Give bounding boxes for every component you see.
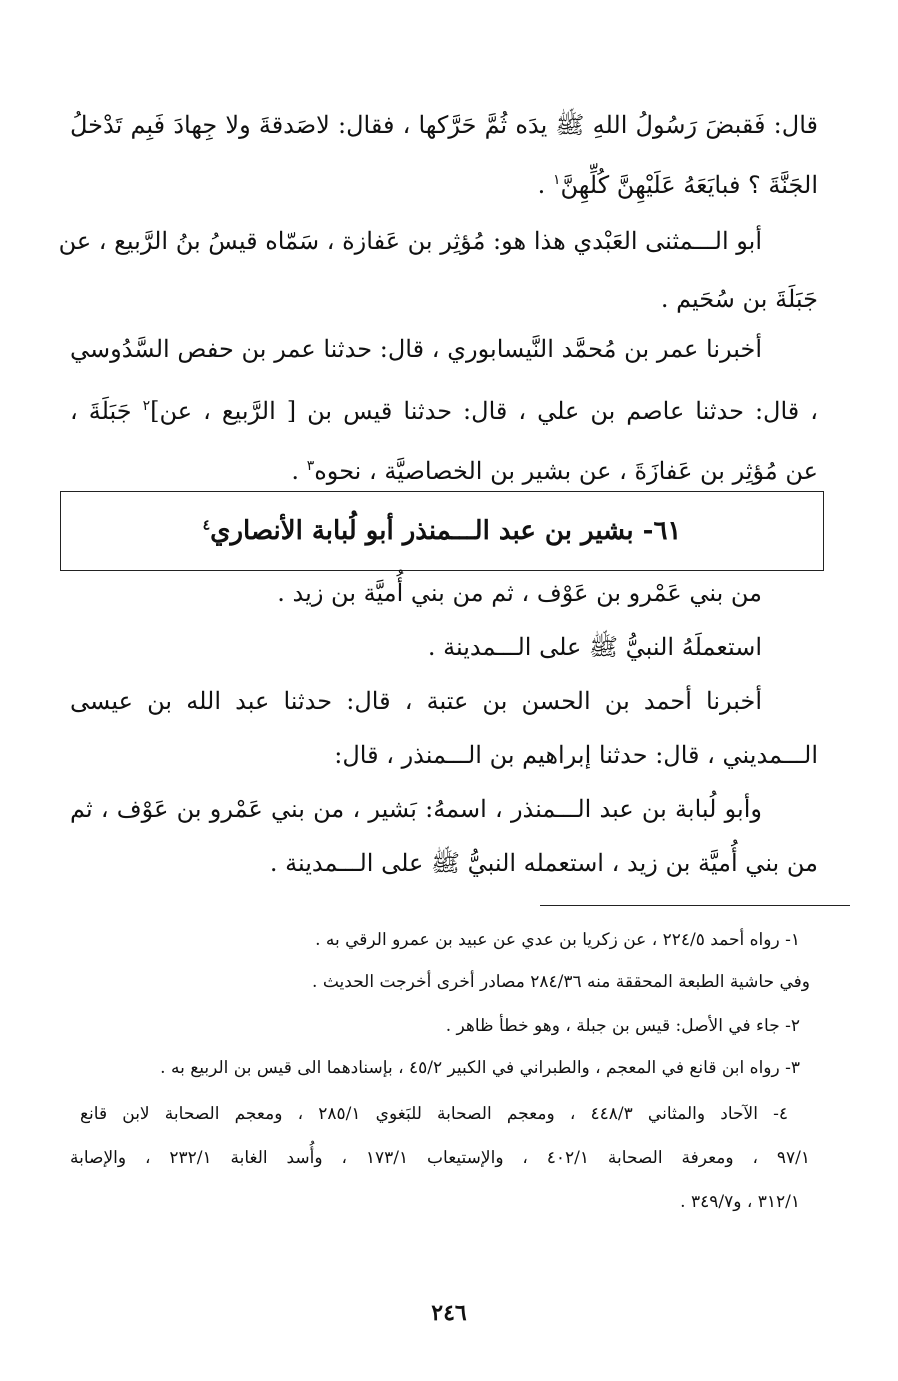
footnote-ref-3: ٣	[306, 458, 315, 474]
footnote-4-line-2: ٩٧/١ ، ومعرفة الصحابة ٤٠٢/١ ، والإستيعاب ١٧٣/١ ، وأُسد الغابة ٢٣٢/١ ، والإصابة	[70, 1148, 810, 1168]
section-title: ٦١- بشير بن عبد الـــمنذر أبو لُبابة الأنصاري$^٤$	[202, 516, 682, 546]
footnote-1: ١- رواه أحمد ٢٢٤/٥ ، عن زكريا بن عدي عن عبيد بن عمرو الرقي به .	[315, 930, 800, 950]
body-line-1: قال: فَقبضَ رَسُولُ اللهِ ﷺ يدَه ثُمَّ حَرَّكها ، فقال: لاصَدقةَ ولا جِهادَ فَبِم تَدْخلُ	[70, 111, 818, 139]
section-line-1: من بني عَمْرو بن عَوْف ، ثم من بني أُميَّة بن زيد .	[277, 579, 762, 607]
footnote-4-line-3: ٣١٢/١ ، و٣٤٩/٧ .	[680, 1192, 800, 1212]
footnote-separator	[540, 905, 850, 906]
footnote-1-continued: وفي حاشية الطبعة المحققة منه ٢٨٤/٣٦ مصادر أخرى أخرجت الحديث .	[312, 972, 810, 992]
body-line-7: عن مُؤثِر بن عَفازَةَ ، عن بشير بن الخصاصيَّة ، نحوه$^٣$ .	[291, 457, 818, 485]
body-line-5: أخبرنا عمر بن مُحمَّد النَّيسابوري ، قال: حدثنا عمر بن حفص السَّدُوسي	[70, 335, 762, 363]
footnote-3: ٣- رواه ابن قانع في المعجم ، والطبراني في الكبير ٤٥/٢ ، بإسنادهما الى قيس بن الربيع به .	[160, 1058, 800, 1078]
footnote-ref-1: ١	[552, 172, 561, 188]
footnote-ref-2: ٢	[142, 398, 151, 414]
section-line-2: استعملَهُ النبيُّ ﷺ على الـــمدينة .	[427, 633, 762, 661]
body-line-3: أبو الـــمثنى العَبْدي هذا هو: مُؤثِر بن عَفازة ، سَمّاه قيسُ بنُ الرَّبيع ، عن	[58, 227, 762, 255]
body-line-2: الجَنَّةَ ؟ فبايَعَهُ عَلَيْهِنَّ كُلِّهِنَّ$^١$ .	[537, 171, 818, 199]
body-line-6: ، قال: حدثنا عاصم بن علي ، قال: حدثنا قيس بن [ الرَّبيع ، عن]$^٢$ جَبَلَةَ ،	[70, 397, 818, 425]
section-line-4: الـــمديني ، قال: حدثنا إبراهيم بن الـــمنذر ، قال:	[334, 741, 818, 769]
page-number: ٢٤٦	[431, 1300, 467, 1326]
footnote-4: ٤- الآحاد والمثاني ٤٤٨/٣ ، ومعجم الصحابة للبَغوي ٢٨٥/١ ، ومعجم الصحابة لابن قانع	[80, 1104, 788, 1124]
body-line-4: جَبَلَةَ بن سُحَيم .	[660, 285, 818, 313]
section-line-6: من بني أُميَّة بن زيد ، استعمله النبيُّ ﷺ على الـــمدينة .	[269, 849, 818, 877]
section-title-box	[60, 491, 824, 571]
footnote-2: ٢- جاء في الأصل: قيس بن جبلة ، وهو خطأ ظاهر .	[445, 1016, 800, 1036]
footnote-ref-4: ٤	[202, 517, 211, 534]
section-line-5: وأبو لُبابة بن عبد الـــمنذر ، اسمهُ: بَشير ، من بني عَمْرو بن عَوْف ، ثم	[70, 795, 762, 823]
section-line-3: أخبرنا أحمد بن الحسن بن عتبة ، قال: حدثنا عبد الله بن عيسى	[70, 687, 762, 715]
